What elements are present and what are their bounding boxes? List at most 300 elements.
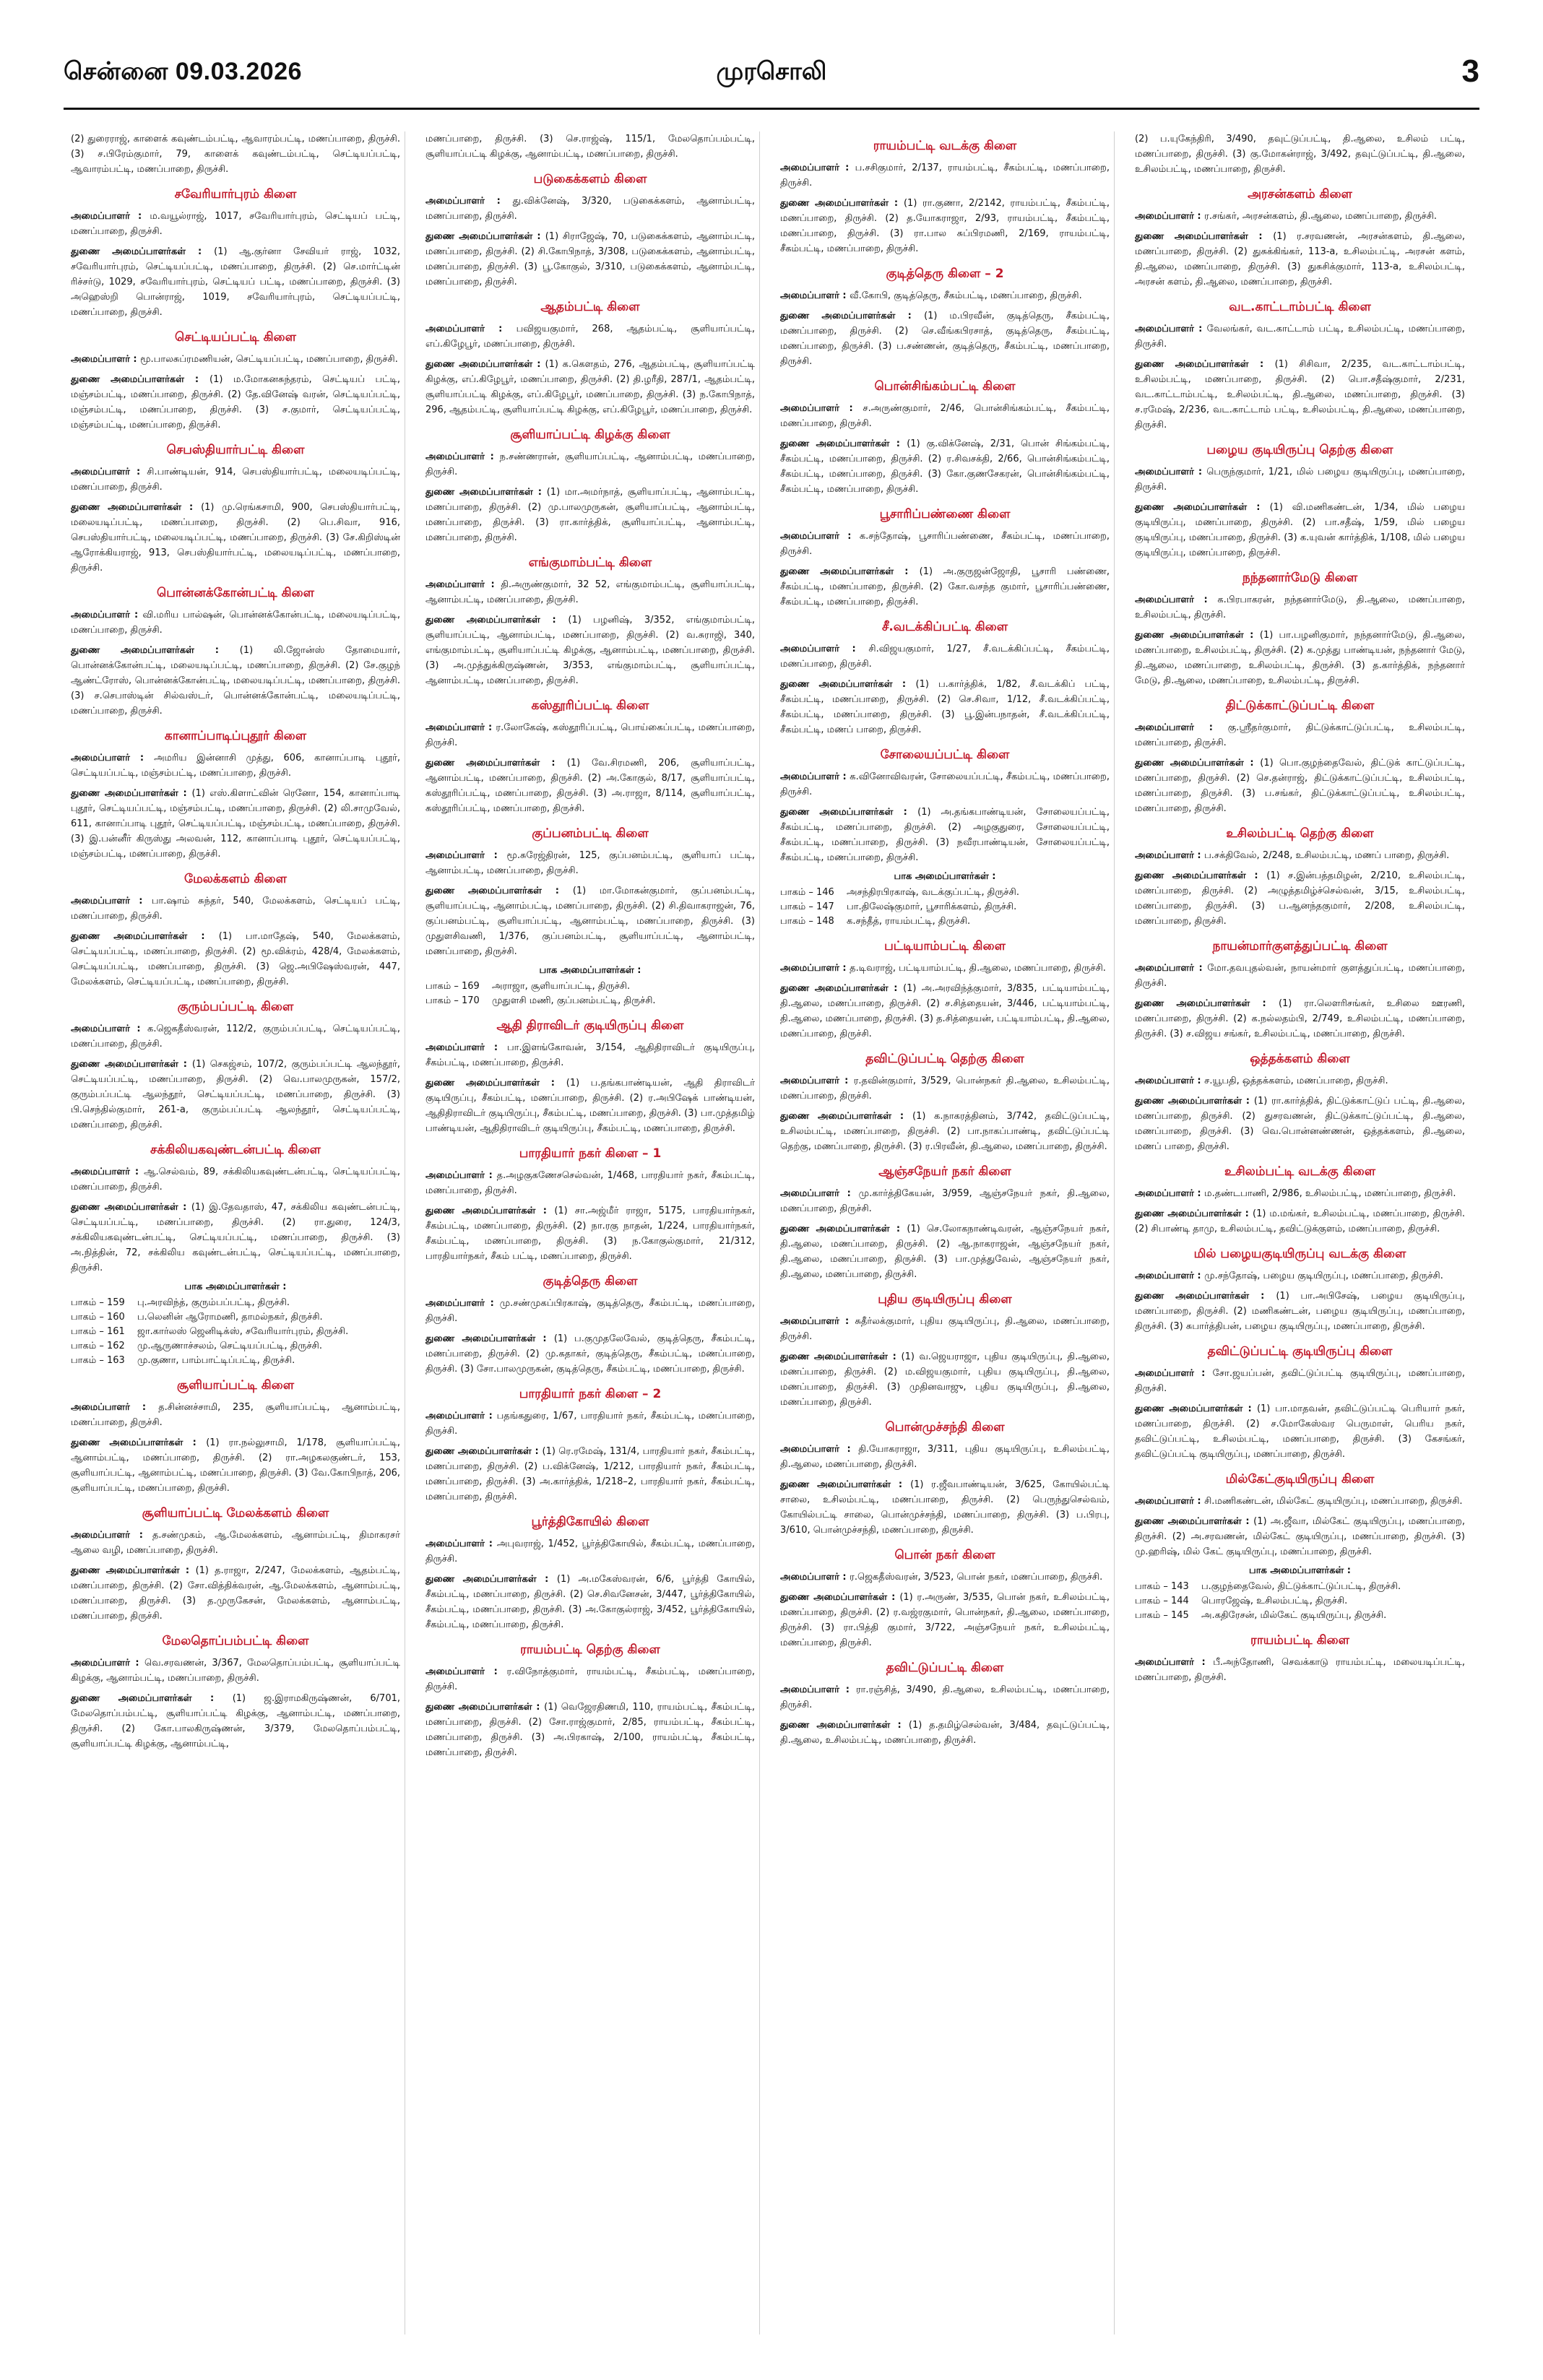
organizer-label: அமைப்பாளர் : [71,1658,144,1669]
booth-row [71,1339,400,1354]
branch-block [425,1274,755,1377]
organizer-entry [1135,1494,1465,1509]
booth-number: பாகம் – 145 [1135,1610,1189,1621]
branch-title: சூளியாப்பட்டி கிழக்கு கிளை [510,428,670,442]
organizer-name: பீ.அந்தோணி, செவக்காடு ராயம்பட்டி, மலையடிப்பட்டி, மணப்பாறை, திருச்சி. [1135,1657,1465,1683]
booth-row [1135,1609,1465,1623]
deputy-organizers-entry [425,1331,755,1377]
deputy-organizers-names: (1) ரா.நல்லுசாமி, 1/178, சூளியாப்பட்டி, ஆனாம்பட்டி, மணப்பாறை, திருச்சி. (2) ரா.அழகலகுண்டர், 153, சூளியாப்பட்டி, ஆனாம்பட்டி, மணப்பாறை, திருச்சி. (3) வே.கோபிநாத், 206, சூளியாப்பட்டி, மணப்பாறை, திருச்சி. [71,1437,401,1494]
branch-title: எங்குமாம்பட்டி கிளை [528,555,652,570]
deputy-organizers-label: துணை அமைப்பாளர்கள் : [1135,1291,1276,1302]
deputy-organizers-names: (1) செ.லோகநாண்டிவரன், ஆஞ்சநேயர் நகர், தி.ஆலை, மணப்பாறை, திருச்சி. (2) ஆ.நாகராஜன், ஆஞ்சநேயர் நகர், தி.ஆலை, மணப்பாறை, திருச்சி. (3) பா.முத்துவேல், ஆஞ்சநேயர் நகர், தி.ஆலை, மணப்பாறை, திருச்சி. [780,1224,1110,1280]
branch-title: கானாப்பாடிப்புதூர் கிளை [164,729,307,743]
branch-title: ஆதம்பட்டி கிளை [540,300,640,314]
branch-title: மில் பழையகுடியிருப்பு வடக்கு கிளை [1193,1247,1406,1261]
deputy-organizers-label: துணை அமைப்பாளர்கள் : [425,615,569,626]
booth-organizer: க.சந்தீத், ராயம்பட்டி, திருச்சி. [847,916,971,927]
organizer-name: வெ.சரவணன், 3/367, மேலதொப்பம்பட்டி, சூளியாப்பட்டி கிழக்கு, ஆனாம்பட்டி, மணப்பாறை, திருச்சி. [71,1658,401,1684]
deputy-organizers-label: துணை அமைப்பாளர்கள் : [71,1202,191,1213]
booth-organizers-heading: பாக அமைப்பாளர்கள் : [539,965,641,976]
deputy-organizers-label: துணை அமைப்பாளர்கள் : [71,1693,233,1704]
organizer-name: வீ.கோபி, குடித்தெரு, சீகம்பட்டி, மணப்பாறை, திருச்சி. [850,290,1082,301]
deputy-organizers-entry [425,485,755,545]
organizer-entry [1135,1655,1465,1685]
organizer-entry [1135,464,1465,495]
continued-text: (2) ப.யுகேந்திரி, 3/490, தவுட்டுப்பட்டி, தி.ஆலை, உசிலம் பட்டி, மணப்பாறை, திருச்சி. (3) கு.மோகன்ராஜ், 3/492, தவுட்டுப்பட்டி, தி.ஆலை, உசிலம்பட்டி, மணப்பாறை, திருச்சி. [1135,134,1465,175]
branch-title: பொன் நகர் கிளை [894,1548,995,1562]
organizer-name: க.வினோவிவரன், சோலையப்பட்டி, சீகம்பட்டி, மணப்பாறை, திருச்சி. [780,771,1110,797]
deputy-organizers-entry [1135,996,1465,1042]
branch-title: பாரதியார் நகர் கிளை – 1 [519,1146,662,1161]
organizer-label: அமைப்பாளர் : [1135,324,1207,334]
branch-block [1135,1052,1465,1154]
organizer-name: தி.அருண்குமார், 32 52, எங்குமாம்பட்டி, சூளியாப்பட்டி, ஆனாம்பட்டி, மணப்பாறை, திருச்சி. [425,579,755,605]
branch-title: மேலக்களம் கிளை [184,872,287,886]
deputy-organizers-names: (1) த.தமிழ்செல்வன், 3/484, தவுட்டுப்பட்டி, தி.ஆலை, உசிலம்பட்டி, மணப்பாறை, திருச்சி. [780,1720,1110,1746]
branch-title: கஸ்தூரிப்பட்டி கிளை [531,698,649,713]
deputy-organizers-label: துணை அமைப்பாளர்கள் : [425,487,547,498]
booth-organizer: பா.திலேஷ்குமார், பூசாரிக்களம், திருச்சி. [847,901,1017,912]
deputy-organizers-names: (1) பா.அபிசேஷ், பழைய குடியிருப்பு, மணப்பாறை, திருச்சி. (2) மணிகண்டன், பழைய குடியிருப்பு, மணப்பாறை, திருச்சி. (3) சுபார்த்திபன், பழைய குடியிருப்பு, மணப்பாறை, திருச்சி. [1135,1291,1465,1332]
deputy-organizers-entry [780,308,1110,369]
organizer-label: அமைப்பாளர் : [780,771,850,782]
branch-title: தவிட்டுப்பட்டி கிளை [886,1661,1004,1675]
deputy-organizers-label: துணை அமைப்பாளர்கள் : [1135,758,1261,769]
organizer-entry [780,1682,1110,1713]
deputy-organizers-entry [71,1435,400,1496]
organizer-entry [1135,720,1465,750]
column-1 [71,131,405,2334]
deputy-organizers-names: (1) மா.மோகன்குமார், குப்பனம்பட்டி, சூளியாப்பட்டி, ஆனாம்பட்டி, மணப்பாறை, திருச்சி. (2) சி.திவாகராஜன், 76, குப்பனம்பட்டி, சூளியாப்பட்டி, ஆனாம்பட்டி, மணப்பாறை, திருச்சி. (3) முதுளசிவணி, 1/376, குப்பனம்பட்டி, சூளியாப்பட்டி, ஆனாம்பட்டி, மணப்பாறை, திருச்சி. [425,886,756,957]
organizer-entry [425,1296,755,1326]
deputy-organizers-entry [1135,756,1465,816]
deputy-organizers-label: துணை அமைப்பாளர்கள் : [1135,502,1270,513]
organizer-entry [780,160,1110,191]
organizer-label: அமைப்பாளர் : [780,963,850,974]
deputy-organizers-label: துணை அமைப்பாளர்கள் : [780,1224,907,1234]
branch-title: பாரதியார் நகர் கிளை – 2 [519,1387,662,1401]
organizer-name: பா.இளங்கோவன், 3/154, ஆதிதிராவிடர் குடியிருப்பு, சீகம்பட்டி, மணப்பாறை, திருச்சி. [425,1042,756,1068]
branch-block [1135,131,1465,177]
organizer-entry [425,720,755,750]
booth-row [71,1354,400,1368]
deputy-organizers-names: (1) எஸ்.கிளாட்வின் ரெனோ, 154, கானாப்பாடி புதூர், செட்டியப்பட்டி, மஞ்சம்பட்டி, மணப்பாறை, திருச்சி. (2) லி.சாமுவேல், 611, கானாப்பாடி புதூர், செட்டியப்பட்டி, மஞ்சம்பட்டி, மணப்பாறை, திருச்சி. (3) இ.பன்னீர் கிருஸ்து அலவன், 112, கானாப்பாடி புதூர், செட்டியப்பட்டி, மஞ்சம்பட்டி, மணப்பாறை, திருச்சி. [71,788,401,860]
branch-block [425,1643,755,1760]
deputy-organizers-label: துணை அமைப்பாளர்கள் : [71,1437,207,1448]
deputy-organizers-label: துணை அமைப்பாளர்கள் : [71,931,219,942]
deputy-organizers-names: (1) வி.மணிகண்டன், 1/34, மில் பழைய குடியிருப்பு, மணப்பாறை, திருச்சி. (2) பா.சதீஷ், 1/59, மில் பழைய குடியிருப்பு, மணப்பாறை, திருச்சி. (3) க.யுவன் கார்த்திக், 1/108, மில் பழைய குடியிருப்பு, மணப்பாறை, திருச்சி. [1135,502,1465,558]
booth-number: பாகம் – 144 [1135,1596,1189,1606]
deputy-organizers-entry [425,357,755,417]
organizer-name: த.டிவராஜ், பட்டியாம்பட்டி, தி.ஆலை, மணப்பாறை, திருச்சி. [850,963,1106,974]
organizer-label: அமைப்பாளர் : [1135,467,1207,477]
organizer-name: ர.தவின்குமார், 3/529, பொன்நகர் தி.ஆலை, உசிலம்பட்டி, மணப்பாறை, திருச்சி. [780,1076,1110,1102]
organizer-entry [71,1164,400,1195]
booth-organizer: ப.குழந்தைவேல், திட்டுக்காட்டுப்பட்டி, திருச்சி. [1201,1581,1401,1592]
deputy-organizers-names: (1) க.நாகரத்தினம், 3/742, தவிட்டுப்பட்டி, உசிலம்பட்டி, மணப்பாறை, திருச்சி. (2) பா.நாகப்பாண்டி, தவிட்டுப்பட்டி தெற்கு, மணப்பாறை, திருச்சி. (3) ர.பிரவீன், தி.ஆலை, மணப்பாறை, திருச்சி. [780,1111,1110,1152]
organizer-entry [71,1400,400,1430]
deputy-organizers-entry [425,229,755,290]
branch-block [71,872,400,990]
deputy-organizers-label: துணை அமைப்பாளர்கள் : [71,1565,196,1576]
deputy-organizers-names: (1) ம.மங்கர், உசிலம்பட்டி, மணப்பாறை, திருச்சி. (2) சிபாண்டி தாமு, உசிலம்பட்டி, தவிட்டுக்குளம், மணப்பாறை, திருச்சி. [1135,1208,1466,1234]
branch-block [1135,187,1465,290]
organizer-entry [780,1442,1110,1472]
deputy-organizers-names: (1) மு.ரெங்கசாமி, 900, செபஸ்தியார்பட்டி, மலையடிப்பட்டி, மணப்பாறை, திருச்சி. (2) பெ.சிவா, 916, செபஸ்தியார்பட்டி, மலையடிப்பட்டி, மணப்பாறை, திருச்சி. (3) சே.கிறிஸ்டின் ஆரோக்கியராஜ், 913, செபஸ்தியார்பட்டி, மலையடிப்பட்டி, மணப்பாறை, திருச்சி. [71,502,400,574]
branch-title: சக்கிலியகவுண்டன்பட்டி கிளை [150,1143,321,1157]
deputy-organizers-entry [1135,1206,1465,1237]
deputy-organizers-entry [780,1590,1110,1650]
deputy-organizers-entry [425,1700,755,1760]
branch-block [71,330,400,433]
deputy-organizers-entry [425,756,755,816]
organizer-entry [1135,961,1465,991]
deputy-organizers-label: துணை அமைப்பாளர்கள் : [71,788,192,799]
branch-block [71,131,400,177]
organizer-label: அமைப்பாளர் : [1135,594,1218,605]
organizer-entry [1135,1186,1465,1201]
deputy-organizers-label: துணை அமைப்பாளர்கள் : [780,566,920,577]
booth-number: பாகம் – 159 [71,1297,125,1308]
organizer-entry [780,1314,1110,1344]
organizer-label: அமைப்பாளர் : [780,1316,855,1327]
branch-title: குடித்தெரு கிளை [543,1274,638,1289]
organizer-entry [780,1570,1110,1585]
organizer-label: அமைப்பாளர் : [1135,1076,1205,1086]
deputy-organizers-entry [780,1718,1110,1748]
organizer-name: ச.அருண்குமார், 2/46, பொன்சிங்கம்பட்டி, சீகம்பட்டி, மணப்பாறை, திருச்சி. [780,403,1110,429]
organizer-name: ரா.ரஞ்சித், 3/490, தி.ஆலை, உசிலம்பட்டி, மணப்பாறை, திருச்சி. [780,1684,1110,1710]
organizer-name: ர.ஜெகதீஸ்வரன், 3/523, பொன் நகர், மணப்பாறை, திருச்சி. [850,1572,1103,1583]
branch-title: வட.காட்டாம்பட்டி கிளை [1229,300,1371,314]
branch-title: குடித்தெரு கிளை – 2 [886,267,1004,281]
branch-block [1135,1472,1465,1623]
organizer-label: அமைப்பாளர் : [1135,722,1228,733]
organizer-entry [425,1536,755,1567]
branch-title: குப்பனம்பட்டி கிளை [532,826,649,841]
organizer-entry [1135,1073,1465,1089]
deputy-organizers-entry [780,436,1110,497]
branch-title: உசிலம்பட்டி வடக்கு கிளை [1224,1164,1376,1179]
organizer-entry [71,209,400,239]
branch-block [425,555,755,688]
deputy-organizers-label: துணை அமைப்பாளர்கள் : [425,1574,557,1585]
organizer-label: அமைப்பாளர் : [780,531,860,542]
organizer-label: அமைப்பாளர் : [71,753,155,763]
branch-title: தவிட்டுப்பட்டி குடியிருப்பு கிளை [1207,1344,1393,1359]
organizer-name: மோ.தவபுதல்வன், நாயன்மார் குளத்துப்பட்டி, மணப்பாறை, திருச்சி. [1135,963,1466,989]
branch-title: நந்தனார்மேடு கிளை [1242,571,1358,585]
branch-block [1135,300,1465,433]
organizer-name: த.சண்முகம், ஆ.மேலக்களம், ஆனாம்பட்டி, திமாகரசர் ஆலை வழி, மணப்பாறை, திருச்சி. [71,1530,400,1556]
organizer-label: அமைப்பாளர் : [780,290,850,301]
organizer-entry [1135,592,1465,623]
deputy-organizers-label: துணை அமைப்பாளர்கள் : [1135,1096,1254,1107]
organizer-entry [71,1528,400,1558]
booth-organizers-heading: பாக அமைப்பாளர்கள் : [184,1281,287,1292]
organizer-entry [425,449,755,480]
branch-title: புதிய குடியிருப்பு கிளை [878,1292,1012,1307]
masthead-rule [64,108,1479,110]
branch-block [1135,443,1465,561]
booth-number: பாகம் – 162 [71,1341,125,1351]
booth-number: பாகம் – 161 [71,1326,125,1337]
deputy-organizers-label: துணை அமைப்பாளர்கள் : [1135,630,1260,641]
organizer-entry [780,961,1110,976]
branch-title: ஆதி திராவிடர் குடியிருப்பு கிளை [496,1018,684,1033]
organizer-label: அமைப்பாளர் : [1135,963,1208,974]
organizer-label: அமைப்பாளர் : [1135,1496,1205,1507]
booth-number: பாகம் – 146 [780,887,834,898]
branch-block [780,1661,1110,1748]
deputy-organizers-entry [71,1691,400,1752]
booth-organizer: பொரஜேஷ், உசிலம்பட்டி, திருச்சி. [1201,1596,1348,1606]
organizer-entry [780,529,1110,559]
organizer-label: அமைப்பாளர் : [71,1530,152,1541]
deputy-organizers-label: துணை அமைப்பாளர்கள் : [71,1059,192,1070]
branch-title: பட்டியாம்பட்டி கிளை [884,939,1006,953]
organizer-name: ம.தண்டபாணி, 2/986, உசிலம்பட்டி, மணப்பாறை, திருச்சி. [1204,1188,1456,1199]
organizer-entry [71,750,400,781]
organizer-name: மு.சந்தோஷ், பழைய குடியிருப்பு, மணப்பாறை, திருச்சி. [1204,1271,1443,1281]
organizer-name: கு.ஸ்ரீதர்குமார், திட்டுக்காட்டுப்பட்டி, உசிலம்பட்டி, மணப்பாறை, திருச்சி. [1135,722,1466,748]
organizer-name: ச.யூபதி, ஒத்தக்களம், மணப்பாறை, திருச்சி. [1204,1076,1388,1086]
branch-title: ஒத்தக்களம் கிளை [1250,1052,1350,1066]
branch-block [1135,1633,1465,1685]
organizer-entry [71,893,400,924]
deputy-organizers-label: துணை அமைப்பாளர்கள் : [780,438,907,449]
deputy-organizers-entry [71,643,400,719]
deputy-organizers-entry [780,1109,1110,1154]
organizer-label: அமைப்பாளர் : [1135,1271,1205,1281]
branch-block [71,1143,400,1368]
booth-organizer: ப.லெனின் ஆரோமணி, தாமல்நகர், திருச்சி. [137,1312,323,1323]
branch-block [71,1506,400,1624]
booth-organizers-heading: பாக அமைப்பாளர்கள் : [894,871,996,882]
deputy-organizers-entry [425,1444,755,1505]
deputy-organizers-names: (1) வ.ஜெயராஜா, புதிய குடியிருப்பு, தி.ஆலை, மணப்பாறை, திருச்சி. (2) ம.விஜயகுமார், புதிய குடியிருப்பு, தி.ஆலை, மணப்பாறை, திருச்சி. (3) முதினவாஜு, புதிய குடியிருப்பு, தி.ஆலை, மணப்பாறை, திருச்சி. [780,1351,1110,1408]
deputy-organizers-entry [71,500,400,576]
deputy-organizers-entry [780,1349,1110,1410]
deputy-organizers-label: துணை அமைப்பாளர்கள் : [780,807,918,818]
booth-row [780,900,1110,914]
organizer-name: மு.கார்த்திகேயன், 3/959, ஆஞ்சநேயர் நகர், தி.ஆலை, மணப்பாறை, திருச்சி. [780,1188,1110,1214]
branch-block [425,1515,755,1632]
deputy-organizers-names: (1) பொ.குழந்தைவேல், திட்டுக் காட்டுப்பட்டி, மணப்பாறை, திருச்சி. (2) செ.தன்ராஜ், திட்டுக்காட்டுப்பட்டி, உசிலம்பட்டி, மணப்பாறை, திருச்சி. (3) ப.சங்கர், திட்டுக்காட்டுப்பட்டி, உசிலம்பட்டி, மணப்பாறை, திருச்சி. [1135,758,1465,814]
deputy-organizers-label: துணை அமைப்பாளர்கள் : [780,1111,913,1122]
organizer-label: அமைப்பாளர் : [1135,850,1205,861]
booth-row [780,886,1110,900]
organizer-label: அமைப்பாளர் : [71,1167,144,1177]
deputy-organizers-names: (1) ம.பிரவீன், குடித்தெரு, சீகம்பட்டி, மணப்பாறை, திருச்சி. (2) செ.வீங்கபிரசாத், குடித்தெரு, சீகம்பட்டி, மணப்பாறை, திருச்சி. (3) ப.சண்ணன், குடித்தெரு, சீகம்பட்டி, மணப்பாறை, திருச்சி. [780,311,1110,367]
organizer-entry [1135,1268,1465,1284]
booth-row [1135,1594,1465,1609]
branch-block [780,939,1110,1042]
branch-block [425,172,755,290]
deputy-organizers-names: (1) ர.சரவணன், அரசன்களம், தி.ஆலை, மணப்பாறை, திருச்சி. (2) துசுக்கிங்கர், 113-a, உசிலம்பட்டி, அரசன் களம், தி.ஆலை, மணப்பாறை, திருச்சி. (3) துசுசிக்குமார், 113-a, உசிலம்பட்டி, அரசன் களம், தி.ஆலை, மணப்பாறை, திருச்சி. [1135,231,1466,287]
branch-block [1135,826,1465,929]
branch-block [780,139,1110,256]
organizer-name: ர.லோகேஷ், கஸ்தூரிப்பட்டி, பொய்கைப்பட்டி, மணப்பாறை, திருச்சி. [425,722,755,748]
organizer-label: அமைப்பாளர் : [780,163,855,173]
organizer-name: க.பிரபாகரன், நந்தனார்மேடு, தி.ஆலை, மணப்பாறை, உசிலம்பட்டி, திருச்சி. [1135,594,1466,620]
branch-title: குரும்பப்பட்டி கிளை [177,1000,294,1014]
branch-block [71,187,400,320]
organizer-name: சி.மணிகண்டன், மில்கேட் குடியிருப்பு, மணப்பாறை, திருச்சி. [1204,1496,1463,1507]
organizer-name: ஆ.செல்வம், 89, சக்கிலியகவுண்டன்பட்டி, செட்டியப்பட்டி, மணப்பாறை, திருச்சி. [71,1167,401,1193]
deputy-organizers-label: துணை அமைப்பாளர்கள் : [425,1333,554,1344]
organizer-label: அமைப்பாளர் : [425,1666,507,1677]
branch-title: செபஸ்தியார்பட்டி கிளை [166,443,305,457]
deputy-organizers-names: (1) அ.ஜீவா, மில்கேட் குடியிருப்பு, மணப்பாறை, திருச்சி. (2) அ.சரவணன், மில்கேட் குடியிருப்பு, மணப்பாறை, திருச்சி. (3) மு.ஹரிஷ், மில் கேட் குடியிருப்பு, மணப்பாறை, திருச்சி. [1135,1516,1466,1557]
deputy-organizers-entry [1135,1094,1465,1154]
booth-number: பாகம் – 169 [425,981,480,992]
branch-title: தவிட்டுப்பட்டி தெற்கு கிளை [865,1052,1024,1066]
deputy-organizers-label: துணை அமைப்பாளர்கள் : [425,886,573,896]
organizer-name: து.விக்னேஷ், 3/320, படுகைக்களம், ஆனாம்பட்டி, மணப்பாறை, திருச்சி. [425,196,756,222]
organizer-label: அமைப்பாளர் : [1135,211,1205,222]
deputy-organizers-entry [780,805,1110,865]
deputy-organizers-names: (1) ர.ஜீவபாண்டியன், 3/625, கோயில்பட்டி சாலை, உசிலம்பட்டி, மணப்பாறை, திருச்சி. (2) பெருந்துசெல்வம், கோயில்பட்டி சாலை, பொன்முச்சந்தி, மணப்பாறை, திருச்சி. (3) ப.பிரபு, 3/610, பொன்முச்சந்தி, மணப்பாறை, திருச்சி. [780,1479,1110,1536]
deputy-organizers-entry [71,1563,400,1624]
organizer-label: அமைப்பாளர் : [425,1411,497,1421]
booth-number: பாகம் – 147 [780,901,834,912]
organizer-name: க.சந்தோஷ், பூசாரிப்பண்ணை, சீகம்பட்டி, மணப்பாறை, திருச்சி. [780,531,1110,557]
deputy-organizers-names: (1) கு.விக்னேஷ், 2/31, பொன் சிங்கம்பட்டி, சீகம்பட்டி, மணப்பாறை, திருச்சி. (2) ர.சிவசக்தி, 2/66, பொன்சிங்கம்பட்டி, சீகம்பட்டி, மணப்பாறை, திருச்சி. (3) கோ.குணசேகரன், பொன்சிங்கம்பட்டி, சீகம்பட்டி, மணப்பாறை, திருச்சி. [780,438,1110,495]
continued-text: (2) துரைராஜ், காளைக் கவுண்டம்பட்டி, ஆவாரம்பட்டி, மணப்பாறை, திருச்சி. (3) ச.பிரேம்குமார், 79, காளைக் கவுண்டம்பட்டி, செட்டியப்பட்டி, ஆவாரம்பட்டி, மணப்பாறை, திருச்சி. [71,134,400,175]
deputy-organizers-label: துணை அமைப்பாளர்கள் : [1135,359,1275,370]
branch-block [425,1387,755,1505]
branch-block [780,1052,1110,1154]
organizer-label: அமைப்பாளர் : [71,354,141,365]
organizer-name: ம.வயூல்ராஜ், 1017, சவேரியார்புரம், செட்டியப் பட்டி, மணப்பாறை, திருச்சி. [71,211,400,237]
organizer-name: மூ.பாலசுப்ரமணியன், செட்டியப்பட்டி, மணப்பாறை, திருச்சி. [140,354,398,365]
masthead [64,52,1479,110]
deputy-organizers-label: துணை அமைப்பாளர்கள் : [425,758,567,769]
deputy-organizers-label: துணை அமைப்பாளர்கள் : [1135,870,1267,881]
organizer-label: அமைப்பாளர் : [425,579,501,590]
branch-block [780,748,1110,929]
deputy-organizers-label: துணை அமைப்பாளர்கள் : [780,1592,900,1603]
organizer-entry [425,1664,755,1695]
organizer-name: மூ.சுரேஜ்திரன், 125, குப்பனம்பட்டி, சூளியாப் பட்டி, ஆனாம்பட்டி, மணப்பாறை, திருச்சி. [425,850,755,876]
deputy-organizers-names: (1) ஜ.இராமகிருஷ்ணன், 6/701, மேலதொப்பம்பட்டி, சூளியாப்பட்டி கிழக்கு, ஆனாம்பட்டி, மணப்பாறை, திருச்சி. (2) கோ.பாலகிருஷ்ணன், 3/379, மேலதொப்பம்பட்டி, சூளியாப்பட்டி கிழக்கு, ஆனாம்பட்டி, [71,1693,400,1749]
organizer-entry [780,401,1110,431]
branch-block [780,1548,1110,1650]
branch-block [425,1146,755,1264]
organizer-name: ர.விநோத்குமார், ராயம்பட்டி, சீகம்பட்டி, மணப்பாறை, திருச்சி. [425,1666,755,1692]
deputy-organizers-label: துணை அமைப்பாளர்கள் : [780,198,904,209]
booth-row [425,994,755,1008]
deputy-organizers-names: (1) லி.ஜோன்ஸ் தோமையார், பொன்னக்கோன்பட்டி, மலையடிப்பட்டி, மணப்பாறை, திருச்சி. (2) சே.குழந் ஆண்ட்ரோஸ், பொன்னக்கோன்பட்டி, மலையடிப்பட்டி, மணப்பாறை, திருச்சி. (3) ச.செபாஸ்டின் சில்வஸ்டர், பொன்னக்கோன்பட்டி, மலையடிப்பட்டி, மணப்பாறை, திருச்சி. [71,645,400,717]
deputy-organizers-entry [71,786,400,862]
booth-row [425,979,755,994]
deputy-organizers-entry [425,1203,755,1264]
branch-block [780,1292,1110,1410]
branch-block [780,267,1110,369]
organizer-name: ந.சண்ணரான், சூளியாப்பட்டி, ஆனாம்பட்டி, மணப்பாறை, திருச்சி. [425,451,755,477]
organizer-entry [425,577,755,607]
organizer-name: பா.ஷாம் சுந்தர், 540, மேலக்களம், செட்டியப் பட்டி, மணப்பாறை, திருச்சி. [71,896,400,922]
deputy-organizers-names: (1) செகஜ்சம், 107/2, குரும்பப்பட்டி ஆலந்தூர், செட்டியப்பட்டி, மணப்பாறை, திருச்சி. (2) வெ.பாலமுருகன், 157/2, குரும்பப்பட்டி ஆலந்தூர், செட்டியப்பட்டி, மணப்பாறை, திருச்சி. (3) பி.செந்தில்குமார், 261-a, குரும்பப்பட்டி ஆலந்தூர், செட்டியப்பட்டி, மணப்பாறை, திருச்சி. [71,1059,401,1130]
branch-title: ராயம்பட்டி கிளை [1250,1633,1349,1648]
deputy-organizers-names: (1) ச.இன்பத்தமிழன், 2/210, உசிலம்பட்டி, மணப்பாறை, திருச்சி. (2) அழுத்தமிழ்ச்செல்வன், 3/15, உசிலம்பட்டி, மணப்பாறை, திருச்சி. (3) ப.ஆனந்தகுமார், 2/208, உசிலம்பட்டி, மணப்பாறை, திருச்சி. [1135,870,1466,927]
organizer-entry [780,1073,1110,1104]
deputy-organizers-names: (1) பா.மாதேஷ், 540, மேலக்களம், செட்டியப்பட்டி, மணப்பாறை, திருச்சி. (2) மூ.விக்ரம், 428/4, மேலக்களம், செட்டியப்பட்டி, மணப்பாறை, திருச்சி. (3) ஜெ.அபிஷேஸ்வரன், 447, மேலக்களம், செட்டியப்பட்டி, மணப்பாறை, திருச்சி. [71,931,400,987]
organizer-entry [71,464,400,495]
booth-row [71,1325,400,1339]
branch-block [71,443,400,576]
deputy-organizers-label: துணை அமைப்பாளர்கள் : [780,1351,902,1362]
deputy-organizers-names: (1) ப.குமுதலேவேல், குடித்தெரு, சீகம்பட்டி, மணப்பாறை, திருச்சி. (2) மு.கதாகர், குடித்தெரு, சீகம்பட்டி, மணப்பாறை, திருச்சி. (3) சோ.பாலமுருகன், குடித்தெரு, சீகம்பட்டி, மணப்பாறை, திருச்சி. [425,1333,755,1375]
booth-number: பாகம் – 160 [71,1312,125,1323]
deputy-organizers-entry [1135,628,1465,688]
deputy-organizers-entry [1135,868,1465,929]
branch-block [780,379,1110,497]
deputy-organizers-label: துணை அமைப்பாளர்கள் : [780,311,925,321]
deputy-organizers-entry [425,1572,755,1632]
organizer-entry [425,1040,755,1070]
organizer-name: பவிஜயகுமார், 268, ஆதம்பட்டி, சூளியாப்பட்டி, எப்.கிழேபூர், மணப்பாறை, திருச்சி. [425,324,755,350]
organizer-label: அமைப்பாளர் : [71,211,150,222]
organizer-name: பதங்கதுரை, 1/67, பாரதியார் நகர், சீகம்பட்டி, மணப்பாறை, திருச்சி. [425,1411,755,1437]
deputy-organizers-label: துணை அமைப்பாளர்கள் : [425,1702,545,1713]
organizer-entry [1135,321,1465,352]
branch-title: பொன்முச்சந்தி கிளை [885,1420,1005,1435]
deputy-organizers-entry [1135,1289,1465,1334]
organizer-label: அமைப்பாளர் : [425,451,500,462]
organizer-label: அமைப்பாளர் : [780,1188,859,1199]
organizer-entry [425,194,755,224]
column-3 [780,131,1115,2334]
organizer-entry [1135,209,1465,224]
organizer-name: தி.யோகராஜா, 3/311, புதிய குடியிருப்பு, உசிலம்பட்டி, தி.ஆலை, மணப்பாறை, திருச்சி. [780,1444,1110,1470]
branch-block [1135,1344,1465,1462]
booth-row [71,1296,400,1310]
organizer-name: வேலங்கர், வட.காட்டாம் பட்டி, உசிலம்பட்டி, மணப்பாறை, திருச்சி. [1135,324,1465,350]
deputy-organizers-label: துணை அமைப்பாளர்கள் : [425,231,545,242]
organizer-entry [1135,848,1465,863]
organizer-label: அமைப்பாளர் : [780,1572,850,1583]
branch-block [425,131,755,162]
organizer-label: அமைப்பாளர் : [1135,1188,1205,1199]
organizer-name: க.ஜெகதீஸ்வரன், 112/2, குரும்பப்பட்டி, செட்டியப்பட்டி, மணப்பாறை, திருச்சி. [71,1024,401,1050]
deputy-organizers-label: துணை அமைப்பாளர்கள் : [780,1479,911,1490]
branch-title: சோலையப்பட்டி கிளை [880,748,1010,762]
deputy-organizers-names: (1) மா.அமர்நாத், சூளியாப்பட்டி, ஆனாம்பட்டி, மணப்பாறை, திருச்சி. (2) மு.பாலமுருகன், சூளியாப்பட்டி, ஆனாம்பட்டி, மணப்பாறை, திருச்சி. (3) ரா.கார்த்திக், சூளியாப்பட்டி, ஆனாம்பட்டி, மணப்பாறை, திருச்சி. [425,487,756,543]
deputy-organizers-label: துணை அமைப்பாளர்கள் : [71,246,215,257]
organizer-label: அமைப்பாளர் : [780,1076,854,1086]
deputy-organizers-names: (1) பா.மாதவன், தவிட்டுப்பட்டி பெரியார் நகர், மணப்பாறை, திருச்சி. (2) ச.மோகேஸ்வர பெருமாள், பெரிய நகர், தவிட்டுப்பட்டி, உசிலம்பட்டி, மணப்பாறை, திருச்சி. (3) கேசங்கர், தவிட்டுப்பட்டி குடியிருப்பு, மணப்பாறை, திருச்சி. [1135,1403,1465,1460]
branch-title: திட்டுக்காட்டுப்பட்டி கிளை [1225,698,1375,713]
deputy-organizers-entry [780,677,1110,737]
deputy-organizers-label: துணை அமைப்பாளர்கள் : [425,1206,555,1216]
branch-title: மில்கேட்குடியிருப்பு கிளை [1225,1472,1375,1487]
booth-organizers-heading: பாக அமைப்பாளர்கள் : [1249,1565,1351,1576]
deputy-organizers-names: (1) த.ராஜா, 2/247, மேலக்களம், ஆதம்பட்டி, மணப்பாறை, திருச்சி. (2) சோ.வித்திக்வரன், ஆ.மேலக்களம், ஆனாம்பட்டி, மணப்பாறை, திருச்சி. (3) த.முருகேசன், மேலக்களம், ஆனாம்பட்டி, மணப்பாறை, திருச்சி. [71,1565,401,1622]
branch-block [425,1018,755,1136]
organizer-entry [71,1021,400,1052]
deputy-organizers-label: துணை அமைப்பாளர்கள் : [1135,1516,1254,1527]
branch-title: சீ.வடக்கிப்பட்டி கிளை [881,620,1008,634]
organizer-label: அமைப்பாளர் : [425,1170,497,1181]
deputy-organizers-entry [71,929,400,990]
deputy-organizers-entry [780,564,1110,610]
booth-number: பாகம் – 148 [780,916,834,927]
branch-title: சவேரியார்புரம் கிளை [174,187,297,202]
continued-text: மணப்பாறை, திருச்சி. (3) செ.ராஜ்ஷ், 115/1, மேலதொப்பம்பட்டி, சூளியாப்பட்டி கிழக்கு, ஆனாம்பட்டி, மணப்பாறை, திருச்சி. [425,134,755,160]
edition-date: சென்னை 09.03.2026 [64,58,303,85]
